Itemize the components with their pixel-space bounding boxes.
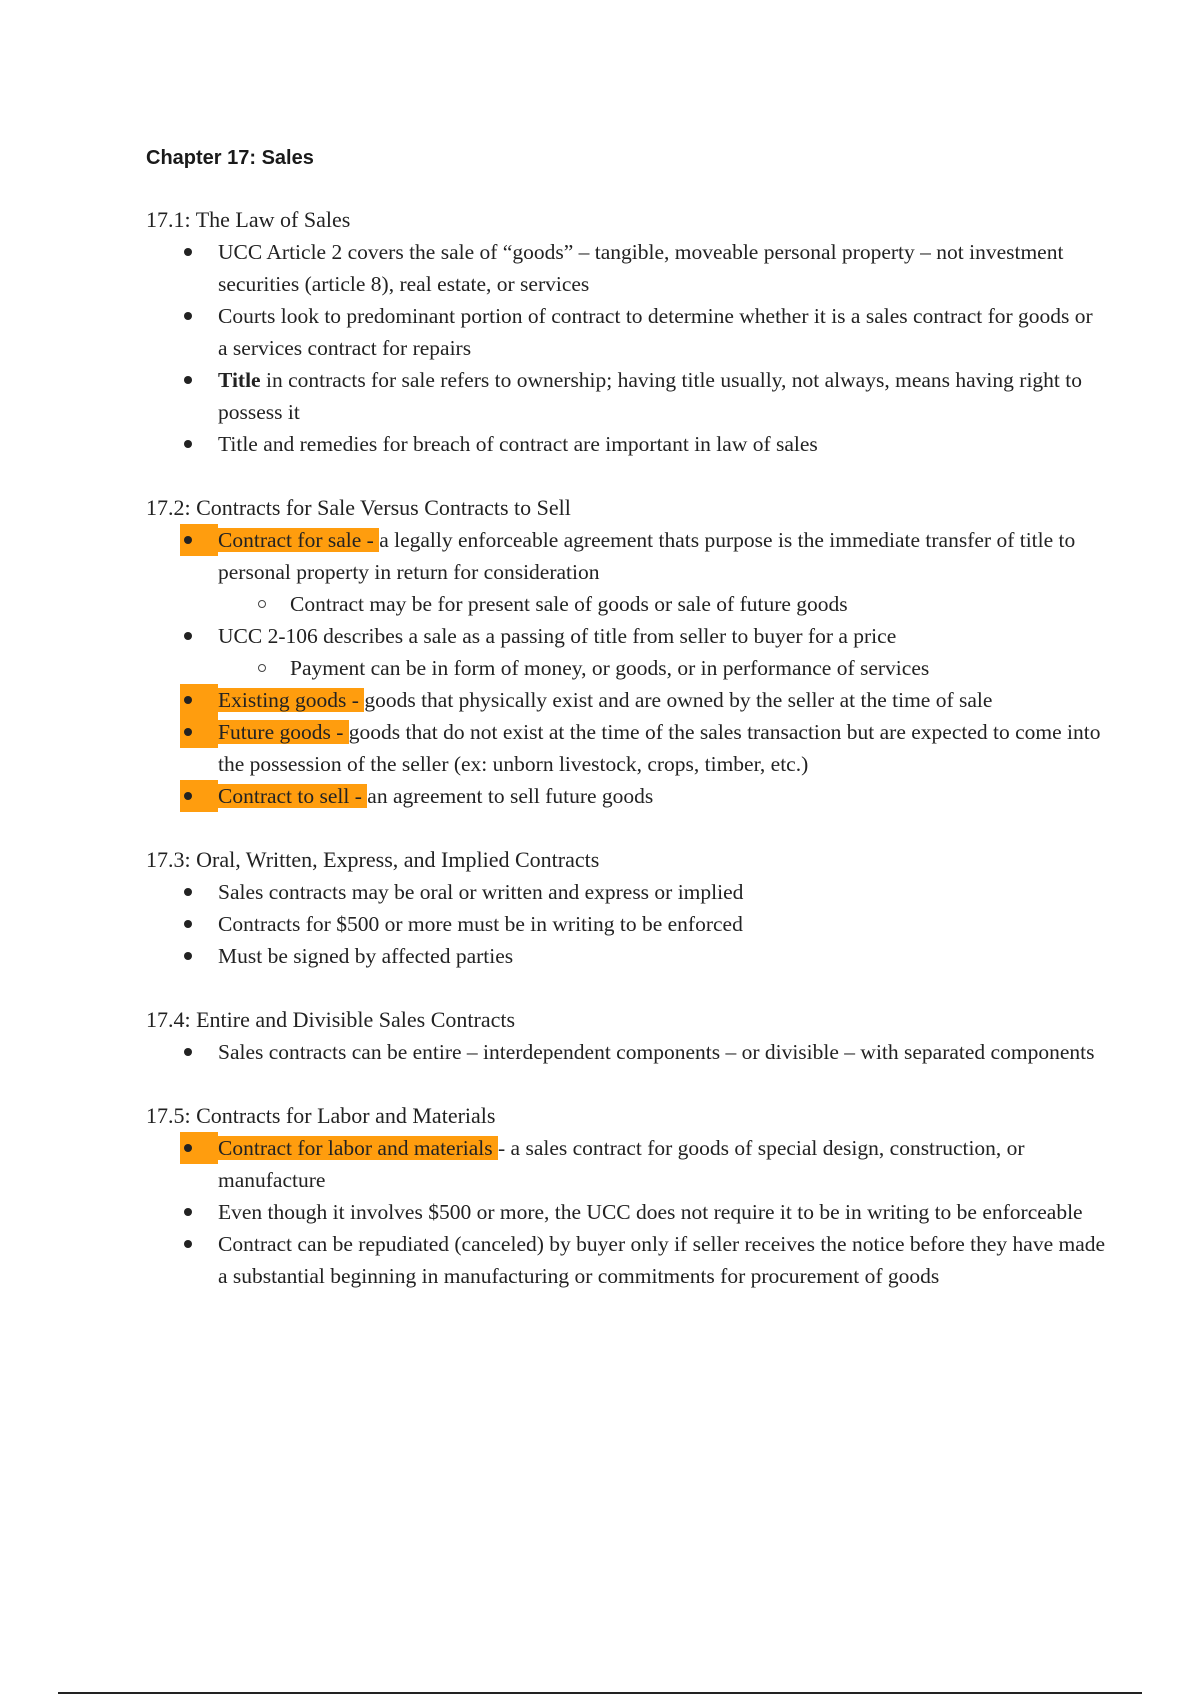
list-item-content [218,1228,1106,1292]
bullet-icon [180,908,218,940]
chapter-title: Chapter 17: Sales [146,147,314,169]
list-item [146,876,1106,908]
bullet-dot-icon [184,1208,192,1216]
bullet-icon [180,780,218,812]
bullet-icon [180,1036,218,1068]
list-item [146,1132,1106,1196]
bullet-dot-icon [184,696,192,704]
item-text: UCC 2-106 describes a sale as a passing of title from seller to buyer for a price [218,624,897,648]
highlighted-term: Contract to sell - [218,784,368,808]
bullet-icon [180,1196,218,1228]
list-item-content [218,1036,1106,1068]
sub-list [218,652,1106,684]
bullet-dot-icon [184,1048,192,1056]
bullet-dot-icon [184,312,192,320]
list-item-content [218,876,1106,908]
bullet-dot-icon [184,952,192,960]
item-text: Contracts for $500 or more must be in writing to be enforced [218,912,743,936]
highlighted-term: Existing goods - [218,688,365,712]
highlighted-term: Contract for sale - [218,528,380,552]
list-item-content [218,524,1106,588]
item-text: Courts look to predominant portion of contract to determine whether it is a sales contract for goods or a services contract for repairs [218,304,1093,360]
item-text: Title and remedies for breach of contract are important in law of sales [218,432,818,456]
section-heading: 17.2: Contracts for Sale Versus Contracts to Sell [146,495,571,520]
item-text: in contracts for sale refers to ownership; having title usually, not always, means having right to possess it [218,368,1082,424]
list-item-content [218,236,1106,300]
item-text: Sales contracts may be oral or written and express or implied [218,880,744,904]
bullet-list [146,236,1106,460]
bullet-dot-icon [184,536,192,544]
list-item-content [218,1132,1106,1196]
list-item-content [218,1196,1106,1228]
bullet-icon [180,236,218,268]
section-heading: 17.3: Oral, Written, Express, and Implied Contracts [146,847,600,872]
list-item [146,1228,1106,1292]
bullet-icon [180,1132,218,1164]
section [146,492,1106,812]
bold-term: Title [218,368,261,392]
list-item [146,684,1106,716]
item-text: UCC Article 2 covers the sale of “goods” – tangible, moveable personal property – not investment securities (article 8), real estate, or services [218,240,1064,296]
item-text: goods that physically exist and are owned by the seller at the time of sale [364,688,993,712]
list-item-content [218,684,1106,716]
bullet-icon [180,300,218,332]
list-item-content [218,300,1106,364]
bullet-dot-icon [184,920,192,928]
hollow-bullet-icon [258,664,266,672]
list-item-content [218,908,1106,940]
list-item [146,908,1106,940]
bullet-dot-icon [184,376,192,384]
sub-list [218,588,1106,620]
bullet-list [146,524,1106,812]
list-item [146,1036,1106,1068]
list-item [146,524,1106,620]
section-heading: 17.1: The Law of Sales [146,207,351,232]
bullet-dot-icon [184,792,192,800]
bullet-icon [180,684,218,716]
list-item-content [218,364,1106,428]
bullet-icon [180,428,218,460]
list-item-content [218,620,1106,652]
bullet-dot-icon [184,440,192,448]
bullet-icon [180,876,218,908]
bullet-icon [180,620,218,652]
item-text: Must be signed by affected parties [218,944,514,968]
bullet-dot-icon [184,248,192,256]
bullet-icon [180,940,218,972]
bullet-dot-icon [184,1144,192,1152]
bullet-list [146,1036,1106,1068]
bullet-icon [180,524,218,556]
item-text: an agreement to sell future goods [367,784,654,808]
sub-item-text: Payment can be in form of money, or goods, or in performance of services [290,656,930,680]
sub-item-text: Contract may be for present sale of goods or sale of future goods [290,592,848,616]
list-item [146,1196,1106,1228]
list-item [146,780,1106,812]
bullet-dot-icon [184,632,192,640]
sub-list-item [146,652,1106,684]
item-text: goods that do not exist at the time of the sales transaction but are expected to come into the possession of the seller (ex: unborn livestock, crops, timber, etc.) [218,720,1101,776]
highlighted-term: Future goods - [218,720,349,744]
section [146,1004,1106,1068]
bullet-icon [180,1228,218,1260]
list-item [146,364,1106,428]
section [146,844,1106,972]
list-item-content [218,780,1106,812]
bullet-icon [180,716,218,748]
bullet-dot-icon [184,888,192,896]
document-page [146,140,1106,1324]
bullet-list [146,876,1106,972]
bullet-dot-icon [184,1240,192,1248]
section [146,204,1106,460]
list-item [146,620,1106,684]
list-item-content [218,428,1106,460]
list-item-content [218,940,1106,972]
section-heading: 17.5: Contracts for Labor and Materials [146,1103,496,1128]
bullet-icon [180,364,218,396]
item-text: Contract can be repudiated (canceled) by buyer only if seller receives the notice before they have made a substantial beginning in manufacturing or commitments for procurement of goods [218,1232,1106,1288]
sections-container [146,204,1106,1292]
section-heading: 17.4: Entire and Divisible Sales Contracts [146,1007,516,1032]
list-item [146,428,1106,460]
item-text: Sales contracts can be entire – interdependent components – or divisible – with separated components [218,1040,1095,1064]
list-item [146,716,1106,780]
sub-list-item [146,588,1106,620]
list-item [146,940,1106,972]
item-text: Even though it involves $500 or more, the UCC does not require it to be in writing to be enforceable [218,1200,1083,1224]
highlighted-term: Contract for labor and materials [218,1136,498,1160]
item-text: a legally enforceable agreement thats purpose is the immediate transfer of title to personal property in return for consideration [218,528,1076,584]
bullet-list [146,1132,1106,1292]
hollow-bullet-icon [258,600,266,608]
list-item-content [218,716,1106,780]
page-bottom-rule [58,1692,1142,1694]
list-item [146,300,1106,364]
list-item [146,236,1106,300]
bullet-dot-icon [184,728,192,736]
section [146,1100,1106,1292]
item-text: - a sales contract for goods of special design, construction, or manufacture [218,1136,1025,1192]
